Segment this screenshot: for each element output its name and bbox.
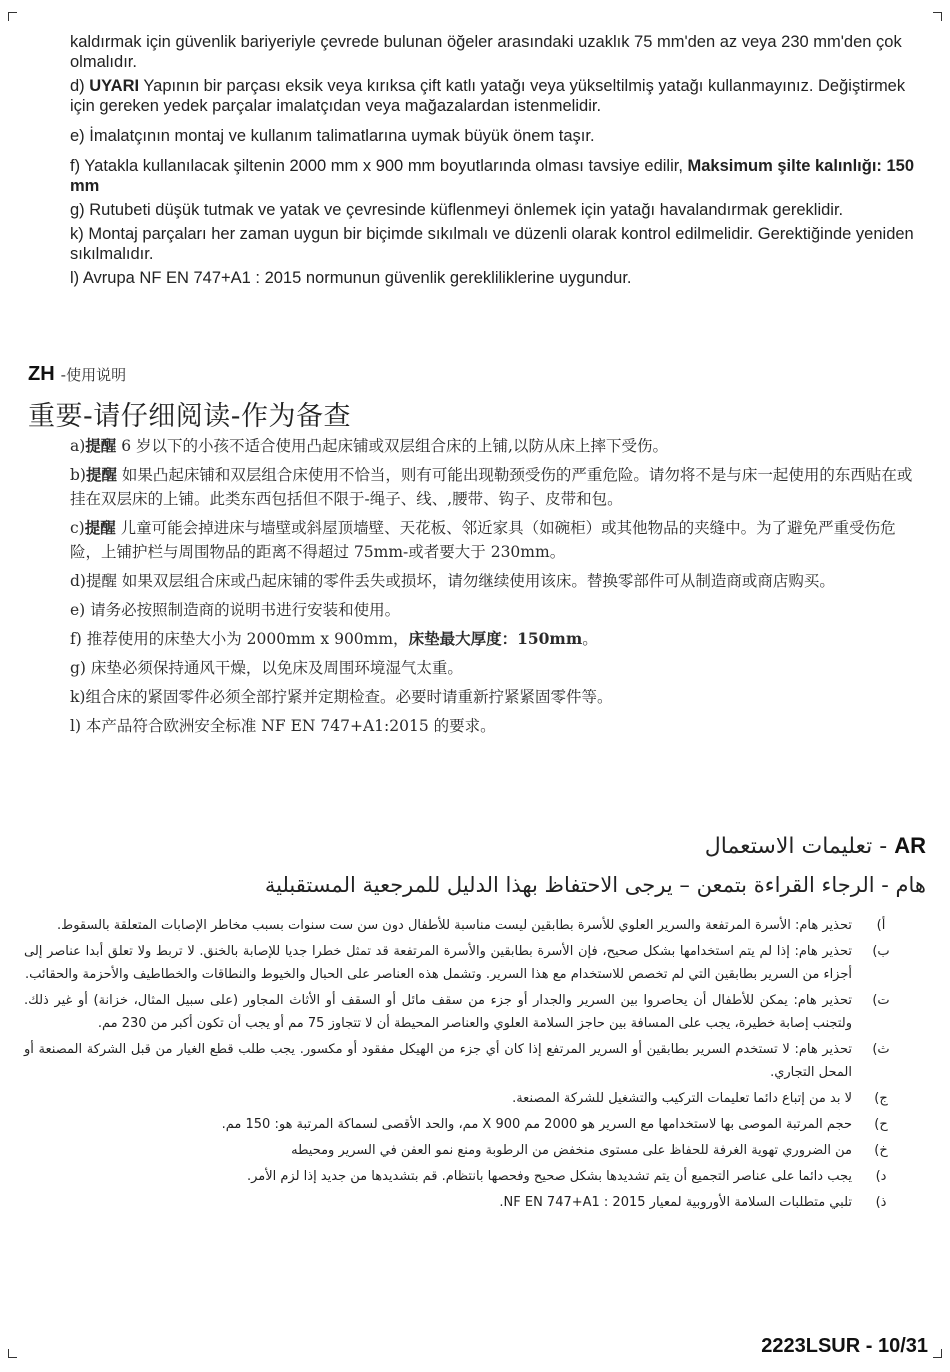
zh-title: 重要-请仔细阅读-作为备查 bbox=[28, 401, 351, 432]
zh-item-l: l) 本产品符合欧洲安全标准 NF EN 747+A1:2015 的要求。 bbox=[70, 717, 496, 735]
turkish-section bbox=[70, 32, 930, 292]
ar-language-code: AR bbox=[894, 833, 926, 858]
crop-mark-bottom-right bbox=[933, 1349, 942, 1358]
ar-item: ث) تحذير هام: لا تستخدم السرير بطابقين أو السرير المرتفع إذا كان أي جزء من الهيكل مفقود أو مكسور. يجب طلب قطع الغيار من قبل الشركة المصنعة أو المحل التجاري. bbox=[24, 1042, 890, 1080]
zh-item-c: c)提醒 儿童可能会掉进床与墙壁或斜屋顶墙壁、天花板、邻近家具（如碗柜）或其他物品的夹缝中。为了避免严重受伤危险，上铺护栏与周围物品的距离不得超过 75mm-或者要大于 230mm。 bbox=[70, 518, 896, 561]
zh-item-a: a)提醒 6 岁以下的小孩不适合使用凸起床铺或双层组合床的上铺,以防从床上摔下受伤。 bbox=[70, 436, 668, 455]
ar-item: ت) تحذير هام: يمكن للأطفال أن يحاصروا بين السرير والجدار أو جزء من سقف مائل أو السقف أو الأثاث المجاور (على سبيل المثال، خزانة) أو غير ذلك. ولتجنب إصابة خطيرة، يجب على المسافة بين حاجز السلامة العلوي والعناصر المحيطة أن لا تتجاوز 75 مم أو يجب أن تكون أكبر من 230 مم. bbox=[24, 993, 890, 1031]
ar-item: ج) لا بد من إتباع دائما تعليمات التركيب والتشغيل للشركة المصنعة. bbox=[512, 1091, 888, 1106]
zh-item-b: b)提醒 如果凸起床铺和双层组合床使用不恰当，则有可能出现勒颈受伤的严重危险。请勿将不是与床一起使用的东西贴在或挂在双层床的上铺。此类东西包括但不限于-绳子、线、,腰带、钩子、皮带和包。 bbox=[70, 465, 913, 508]
ar-subtitle: - تعليمات الاستعمال bbox=[704, 834, 888, 859]
chinese-section bbox=[70, 434, 918, 743]
tr-item-k: k) Montaj parçaları her zaman uygun bir biçimde sıkılmalı ve düzenli olarak kontrol edilmelidir. Gerektiğinde yeniden sıkılmalıdır. bbox=[70, 225, 914, 263]
zh-item-k: k)组合床的紧固零件必须全部拧紧并定期检查。必要时请重新拧紧紧固零件等。 bbox=[70, 688, 613, 706]
ar-item: ح) حجم المرتبة الموصى بها لاستخدامها مع السرير هو 2000 مم X 900 مم، والحد الأقصى لسماكة المرتبة هو: 150 مم. bbox=[221, 1117, 888, 1132]
tr-item-l: l) Avrupa NF EN 747+A1 : 2015 normunun güvenlik gerekliliklerine uygundur. bbox=[70, 269, 632, 287]
tr-item-e: e) İmalatçının montaj ve kullanım talimatlarına uymak büyük önem taşır. bbox=[70, 127, 595, 145]
arabic-section bbox=[24, 914, 910, 1217]
zh-language-code: ZH bbox=[28, 363, 55, 385]
ar-item: ب) تحذير هام: إذا لم يتم استخدامها بشكل صحيح، فإن الأسرة بطابقين والأسرة المرتفعة قد تمثل خطرا جديا للإصابة بالخنق. لا تربط ولا تعلق أبدا عناصر إلى أجزاء من السرير بطابقين التي لم تخصص للاستخدام مع هذا السرير. وتشمل هذه العناصر على الحبال والخيوط والنطاقات والخطاطيف والأحزمة والحقائب. bbox=[24, 944, 890, 982]
zh-subtitle: -使用说明 bbox=[60, 366, 127, 384]
tr-item-c-cont: kaldırmak için güvenlik bariyeriyle çevrede bulunan öğeler arasındaki uzaklık 75 mm'den az veya 230 mm'den çok olmalıdır. bbox=[70, 33, 902, 71]
crop-mark-top-right bbox=[933, 12, 942, 21]
page-number: 2223LSUR - 10/31 bbox=[761, 1335, 928, 1357]
crop-mark-top-left bbox=[8, 12, 17, 21]
zh-item-e: e) 请务必按照制造商的说明书进行安装和使用。 bbox=[70, 601, 401, 619]
ar-item: أ) تحذير هام: الأسرة المرتفعة والسرير العلوي للأسرة بطابقين ليست مناسبة للأطفال دون سن ست سنوات بسبب مخاطر الإصابات المتعلقة بالسقوط. bbox=[57, 918, 886, 933]
zh-item-d: d)提醒 如果双层组合床或凸起床铺的零件丢失或损坏，请勿继续使用该床。替换零部件可从制造商或商店购买。 bbox=[70, 572, 835, 590]
ar-item: د) يجب دائما على عناصر التجميع أن يتم تشديدها بشكل صحيح وفحصها بانتظام. قم بتشديدها من جديد إذا لزم الأمر. bbox=[246, 1169, 887, 1184]
tr-item-g: g) Rutubeti düşük tutmak ve yatak ve çevresinde küflenmeyi önlemek için yatağı havalandırmak gereklidir. bbox=[70, 201, 844, 219]
ar-title: هام - الرجاء القراءة بتمعن – يرجى الاحتفاظ بهذا الدليل للمرجعية المستقبلية bbox=[264, 873, 926, 897]
zh-section-header bbox=[28, 363, 126, 386]
ar-item: خ) من الضروري تهوية الغرفة للحفاظ على مستوى منخفض من الرطوبة ومنع نمو العفن في السرير ومحيطه bbox=[291, 1143, 888, 1158]
ar-item: ذ) تلبي متطلبات السلامة الأوروبية لمعيار NF EN 747+A1 : 2015. bbox=[499, 1195, 887, 1210]
tr-item-d: d) UYARI Yapının bir parçası eksik veya kırıksa çift katlı yatağı veya yükseltilmiş yatağı kullanmayınız. Değiştirmek için gereken yedek parçalar imalatçıdan veya mağazalardan istenmelidir. bbox=[70, 77, 906, 115]
zh-item-f: f) 推荐使用的床垫大小为 2000mm x 900mm，床垫最大厚度：150mm。 bbox=[70, 629, 598, 648]
tr-item-f: f) Yatakla kullanılacak şiltenin 2000 mm x 900 mm boyutlarında olması tavsiye edilir, Maksimum şilte kalınlığı: 150 mm bbox=[70, 157, 915, 195]
zh-item-g: g) 床垫必须保持通风干燥，以免床及周围环境湿气太重。 bbox=[70, 659, 463, 677]
ar-section-header bbox=[705, 833, 926, 859]
crop-mark-bottom-left bbox=[8, 1349, 17, 1358]
